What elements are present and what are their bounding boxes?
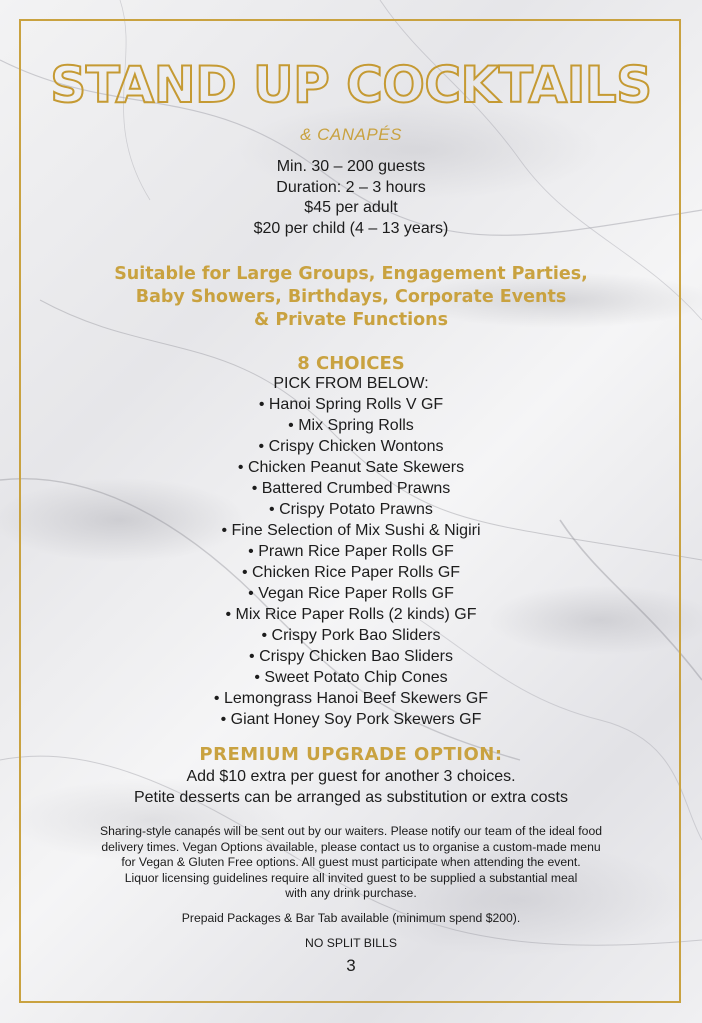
no-split-note: NO SPLIT BILLS xyxy=(305,935,397,950)
menu-list xyxy=(21,394,681,730)
menu-item: • Battered Crumbed Prawns xyxy=(251,480,451,497)
suitable-line: Baby Showers, Birthdays, Corporate Events xyxy=(135,287,567,307)
package-info xyxy=(21,157,681,239)
menu-item: • Hanoi Spring Rolls V GF xyxy=(258,396,444,413)
fine-print-line: Liquor licensing guidelines require all invited guest to be supplied a substantial meal xyxy=(124,870,578,885)
page-subtitle: & CANAPÉS xyxy=(300,125,402,144)
menu-item: • Fine Selection of Mix Sushi & Nigiri xyxy=(221,522,481,539)
premium-heading: PREMIUM UPGRADE OPTION: xyxy=(199,744,503,765)
menu-item: • Mix Rice Paper Rolls (2 kinds) GF xyxy=(225,606,477,623)
fine-print-line: delivery times. Vegan Options available, please contact us to organise a custom-made menu xyxy=(101,839,601,854)
menu-item: • Chicken Rice Paper Rolls GF xyxy=(241,564,461,581)
info-duration: Duration: 2 – 3 hours xyxy=(276,178,426,196)
info-adult-price: $45 per adult xyxy=(304,199,398,216)
premium-details xyxy=(21,766,681,808)
fine-print-line: with any drink purchase. xyxy=(285,886,417,900)
menu-item: • Giant Honey Soy Pork Skewers GF xyxy=(220,711,482,728)
menu-item: • Crispy Chicken Bao Sliders xyxy=(249,648,453,665)
prepaid-note: Prepaid Packages & Bar Tab available (minimum spend $200). xyxy=(181,910,521,925)
info-guests: Min. 30 – 200 guests xyxy=(276,158,426,175)
fine-print-line: Sharing-style canapés will be sent out by our waiters. Please notify our team of the ideal food xyxy=(100,824,602,838)
menu-item: • Lemongrass Hanoi Beef Skewers GF xyxy=(213,690,489,707)
menu-item: • Vegan Rice Paper Rolls GF xyxy=(248,585,454,602)
menu-item: • Crispy Chicken Wontons xyxy=(258,438,444,455)
suitable-line: & Private Functions xyxy=(254,310,448,330)
menu-item: • Crispy Potato Prawns xyxy=(269,501,433,518)
pick-label: PICK FROM BELOW: xyxy=(273,375,429,392)
menu-item: • Chicken Peanut Sate Skewers xyxy=(237,459,465,476)
menu-item: • Sweet Potato Chip Cones xyxy=(254,669,448,686)
info-child-price: $20 per child (4 – 13 years) xyxy=(253,219,449,237)
menu-page xyxy=(21,21,681,1001)
page-title: STAND UP COCKTAILS xyxy=(50,56,652,114)
suitable-for-text xyxy=(21,263,681,332)
menu-item: • Mix Spring Rolls xyxy=(288,417,414,434)
fine-print-line: for Vegan & Gluten Free options. All guest must participate when attending the event. xyxy=(121,855,581,869)
choices-heading: 8 CHOICES xyxy=(297,353,405,374)
suitable-line: Suitable for Large Groups, Engagement Parties, xyxy=(114,264,588,284)
menu-item: • Crispy Pork Bao Sliders xyxy=(261,627,441,644)
fine-print xyxy=(21,824,681,902)
premium-line: Petite desserts can be arranged as substitution or extra costs xyxy=(133,789,568,806)
premium-line: Add $10 extra per guest for another 3 choices. xyxy=(186,768,516,785)
page-number: 3 xyxy=(346,955,356,975)
menu-item: • Prawn Rice Paper Rolls GF xyxy=(248,543,454,560)
